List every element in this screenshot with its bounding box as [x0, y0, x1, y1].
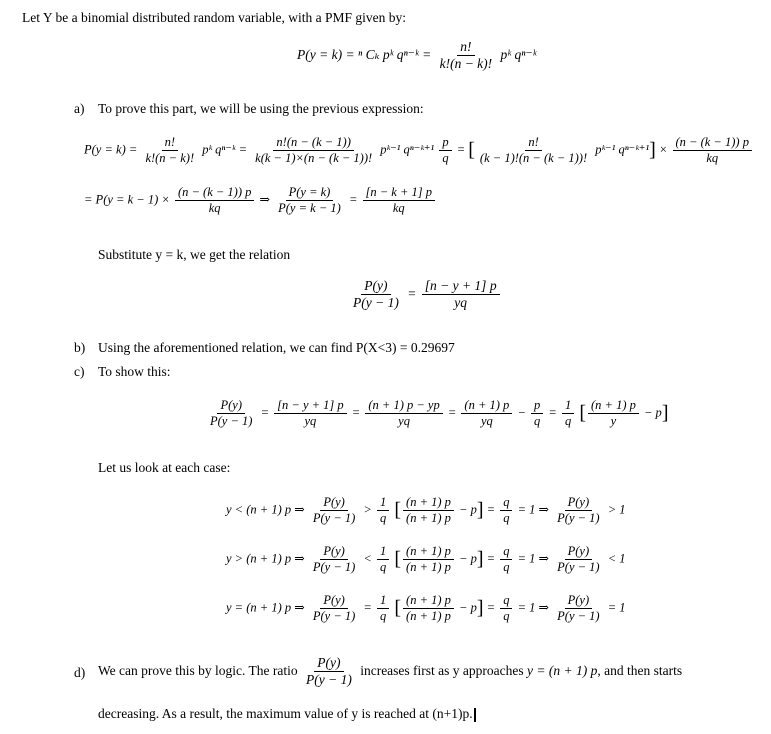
pmf-tail: pᵏ qⁿ⁻ᵏ: [500, 46, 537, 62]
pmf-lhs: P(y = k) =: [297, 46, 355, 62]
part-d-line2: decreasing. As a result, the maximum value of y is reached at (n+1)p.: [98, 706, 476, 722]
part-a-row2: = P(y = k − 1) × $\frac{(n - (k - 1)) p}{kq}$ ⇒ $\frac{P(y = k)}{P(y = k - 1)}$ = $\frac{[n - k + 1] p}{kq}$: [84, 186, 437, 215]
part-c-row: $\frac{P(y)}{P(y - 1)}$ = $\frac{[n - y + 1] p}{yq}$ = $\frac{(n + 1) p - yp}{yq}$ = $\frac{(n + 1) p}{yq}$ − $\frac{p}{q}$ = $\frac{1}{q}$ [ $\frac{(n + 1) p}{y}$ − p]: [210, 398, 669, 429]
substitute-text: Substitute y = k, we get the relation: [98, 247, 291, 262]
case-row-1: y < (n + 1) p ⇒ $\frac{P(y)}{P(y - 1)}$ > $\frac{1}{q}$ [ $\frac{(n + 1) p}{(n + 1) p}$ − p] = $\frac{q}{q}$ = 1 ⇒ $\frac{P(y)}{P(y - 1)}$ > 1: [226, 495, 626, 526]
pmf-comb: ⁿ Cₖ pᵏ qⁿ⁻ᵏ =: [357, 46, 432, 62]
intro-text: Let Y be a binomial distributed random variable, with a PMF given by:: [22, 10, 407, 25]
pmf-equation: [297, 40, 536, 71]
part-a-row1: P(y = k) = $\frac{n!}{k!(n - k)!}$ pᵏ qⁿ⁻ᵏ = $\frac{n!(n - (k - 1))}{k(k - 1)\times(n - (k - 1))!}$ pᵏ⁻¹ qⁿ⁻ᵏ⁺¹ $\frac{p}{q}$ = [ $\frac{n!}{(k - 1)!(n - (k - 1))!}$ pᵏ⁻¹ qⁿ⁻ᵏ⁺¹] × $\frac{(n - (k - 1)) p}{kq}$: [84, 136, 754, 165]
part-d-label: d): [74, 665, 86, 680]
part-a-label: a): [74, 101, 85, 116]
part-d-line1: We can prove this by logic. The ratio $\frac{P(y)}{P(y - 1)}$ increases first as y approaches y = (n + 1) p, and then starts: [98, 655, 683, 688]
relation-equation: $\frac{P(y)}{P(y - 1)}$ = $\frac{[n - y + 1] p}{yq}$: [348, 279, 502, 310]
part-a-text: To prove this part, we will be using the previous expression:: [98, 101, 424, 116]
text-cursor: [474, 708, 476, 722]
part-c-label: c): [74, 364, 85, 379]
case-row-2: y > (n + 1) p ⇒ $\frac{P(y)}{P(y - 1)}$ < $\frac{1}{q}$ [ $\frac{(n + 1) p}{(n + 1) p}$ − p] = $\frac{q}{q}$ = 1 ⇒ $\frac{P(y)}{P(y - 1)}$ < 1: [226, 544, 626, 575]
part-c-text: To show this:: [98, 364, 171, 379]
part-b-text: Using the aforementioned relation, we can find P(X<3) = 0.29697: [98, 340, 455, 355]
pmf-frac: $\frac{n!}{k!(n - k)!}$: [439, 39, 493, 72]
case-row-3: y = (n + 1) p ⇒ $\frac{P(y)}{P(y - 1)}$ = $\frac{1}{q}$ [ $\frac{(n + 1) p}{(n + 1) p}$ − p] = $\frac{q}{q}$ = 1 ⇒ $\frac{P(y)}{P(y - 1)}$ = 1: [226, 593, 626, 624]
part-b-label: b): [74, 340, 86, 355]
ratio-frac: $\frac{P(y)}{P(y - 1)}$: [305, 655, 352, 688]
cases-text: Let us look at each case:: [98, 460, 231, 475]
